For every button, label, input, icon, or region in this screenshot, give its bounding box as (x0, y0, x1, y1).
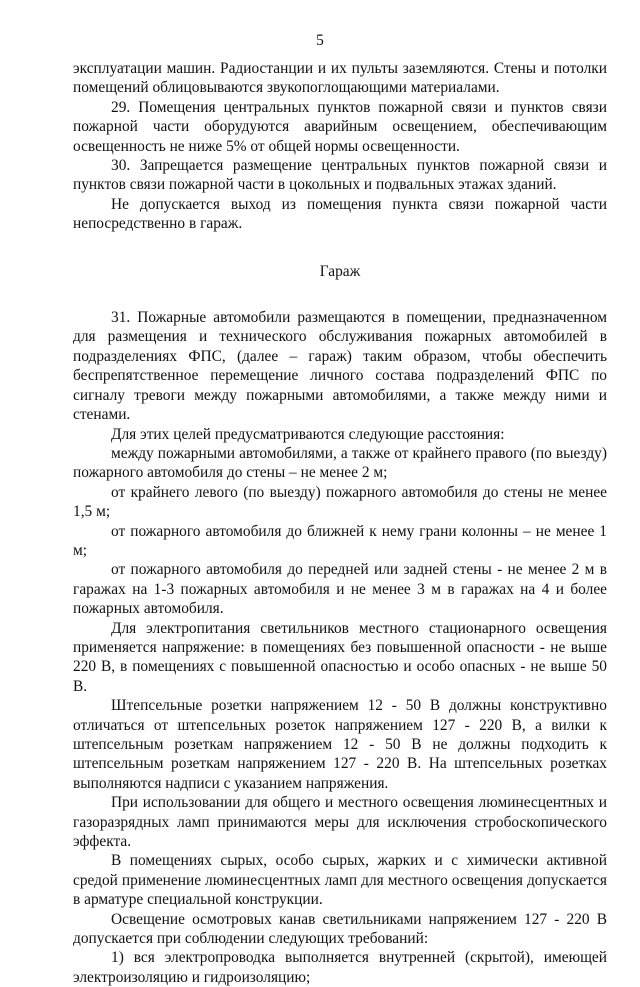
paragraph: Освещение осмотровых канав светильниками напряжением 127 - 220 В допускается при соблюдении следующих требований: (73, 910, 607, 948)
paragraph: 1) вся электропроводка выполняется внутренней (скрытой), имеющей электроизоляцию и гидроизоляцию; (73, 949, 607, 986)
paragraph: Не допускается выход из помещения пункта связи пожарной части непосредственно в гараж. (73, 195, 607, 233)
paragraph: от пожарного автомобиля до передней или задней стены - не менее 2 м в гаражах на 1-3 пожарных автомобиля и не менее 3 м в гаражах на 4 и более пожарных автомобиля. (73, 561, 607, 618)
paragraph: 29. Помещения центральных пунктов пожарной связи и пунктов связи пожарной части оборудуются аварийным освещением, обеспечивающим освещенность не ниже 5% от общей нормы освещенности. (73, 98, 607, 155)
document-body (73, 59, 607, 987)
paragraph: 31. Пожарные автомобили размещаются в помещении, предназначенном для размещения и технического обслуживания пожарных автомобилей в подразделениях ФПС, (далее – гараж) таким образом, чтобы обеспечить беспрепятственное перемещение личного состава подразделений ФПС по сигналу тревоги между пожарными автомобилями, а также между ними и стенами. (73, 309, 607, 424)
paragraph: При использовании для общего и местного освещения люминесцентных и газоразрядных ламп принимаются меры для исключения стробоскопического эффекта. (73, 794, 607, 851)
paragraph: от пожарного автомобиля до ближней к нему грани колонны – не менее 1 м; (73, 522, 607, 559)
paragraph: Для электропитания светильников местного стационарного освещения применяется напряжение: в помещениях без повышенной опасности - не выше 220 В, в помещениях с повышенной опасностью и особо опасных - не выше 50 В. (73, 619, 607, 695)
paragraph: 30. Запрещается размещение центральных пунктов пожарной связи и пунктов связи пожарной части в цокольных и подвальных этажах зданий. (73, 157, 607, 194)
page-number: 5 (316, 32, 324, 49)
paragraph: Для этих целей предусматриваются следующие расстояния: (111, 425, 505, 443)
section-heading: Гараж (319, 262, 361, 280)
paragraph: между пожарными автомобилями, а также от крайнего правого (по выезду) пожарного автомобиля до стены – не менее 2 м; (73, 444, 607, 482)
paragraph: В помещениях сырых, особо сырых, жарких и с химически активной средой применение люминесцентных ламп для местного освещения допускается в арматуре специальной конструкции. (73, 852, 607, 909)
paragraph: эксплуатации машин. Радиостанции и их пульты заземляются. Стены и потолки помещений облицовываются звукопоглощающими материалами. (73, 60, 607, 97)
paragraph: Штепсельные розетки напряжением 12 - 50 В должны конструктивно отличаться от штепсельных розеток напряжением 127 - 220 В, а вилки к штепсельным розеткам напряжением 12 - 50 В не должны подходить к штепсельным розеткам напряжением 127 - 220 В. На штепсельных розетках выполняются надписи с указанием напряжения. (73, 697, 607, 792)
paragraph: от крайнего левого (по выезду) пожарного автомобиля до стены не менее 1,5 м; (73, 483, 607, 521)
